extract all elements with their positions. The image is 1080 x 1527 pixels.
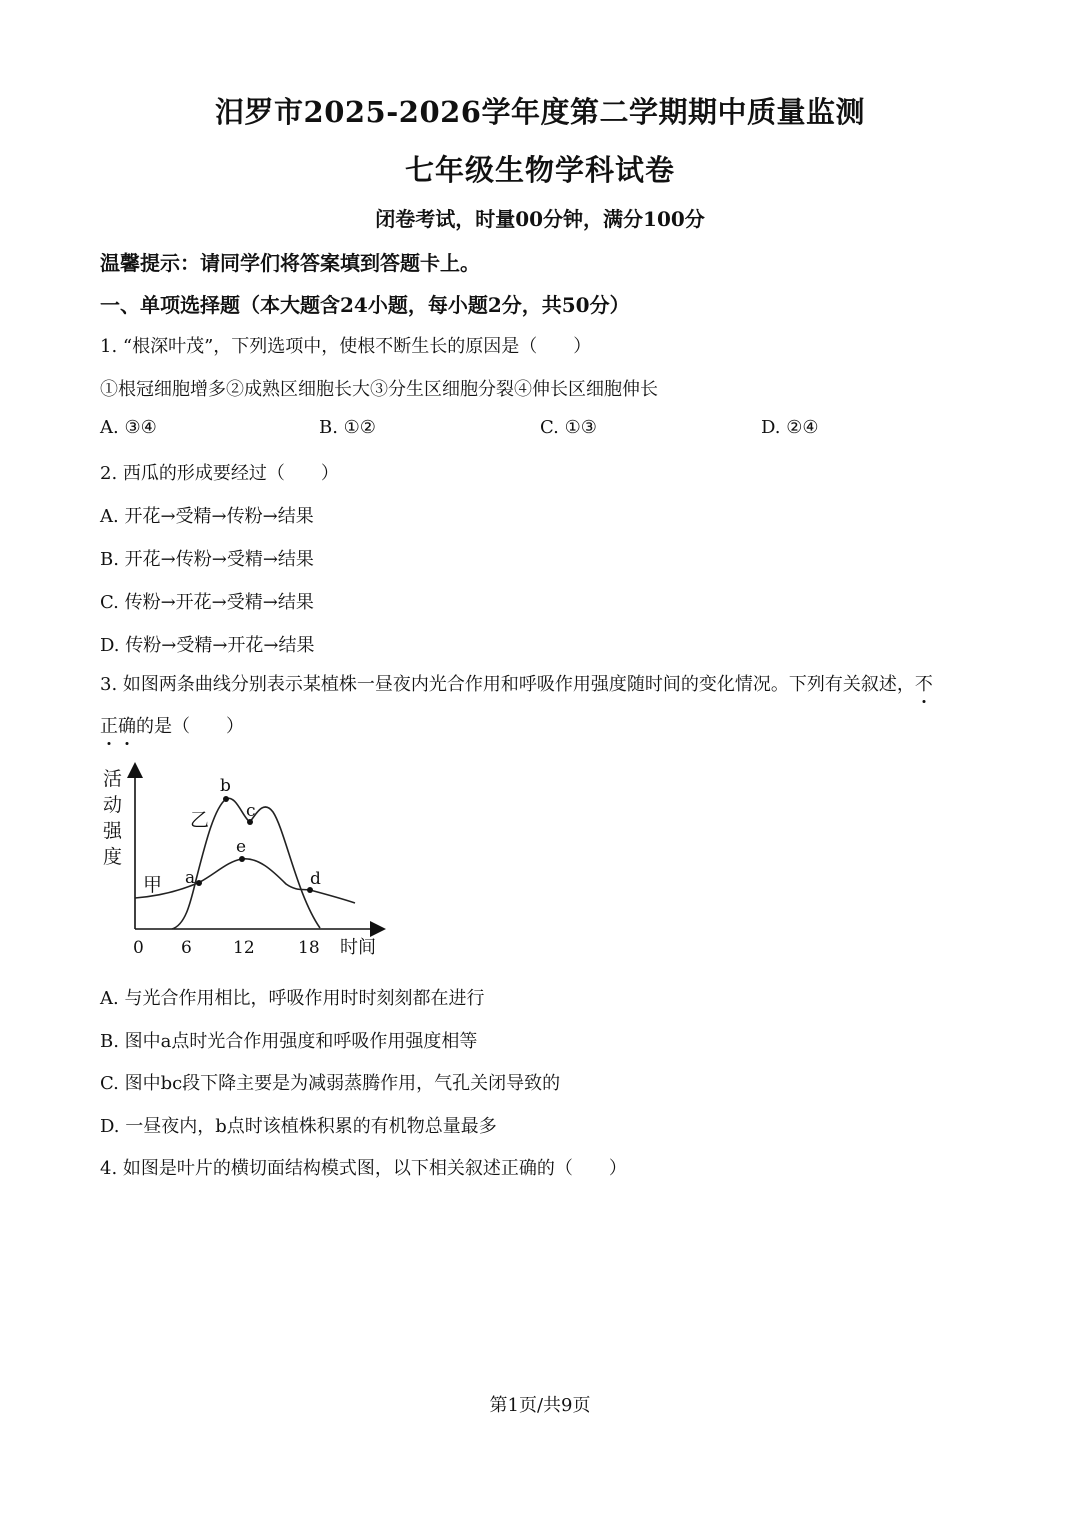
y-axis-label-2: 动 — [103, 794, 123, 816]
q3-stem-rest: 的是（ ） — [136, 716, 244, 737]
x-tick-12: 12 — [233, 938, 255, 958]
series-jia-curve — [135, 859, 355, 903]
q3-option-d: D. 一昼夜内，b点时该植株积累的有机物总量最多 — [100, 1116, 497, 1137]
y-axis-label-3: 强 — [103, 820, 123, 842]
y-axis-label-1: 活 — [103, 768, 123, 790]
q3-option-c: C. 图中bc段下降主要是为减弱蒸腾作用，气孔关闭导致的 — [100, 1073, 561, 1094]
q1-option-b: B. ①② — [319, 417, 376, 438]
y-axis-label-4: 度 — [103, 846, 123, 868]
series-label-yi: 乙 — [190, 809, 210, 831]
q3-option-b: B. 图中a点时光合作用强度和呼吸作用强度相等 — [100, 1031, 478, 1052]
x-axis-label: 时间 — [340, 937, 376, 958]
section-title: 一、单项选择题（本大题含24小题，每小题2分，共50分） — [100, 293, 630, 317]
q3-stem-emphasis: 不 — [914, 674, 933, 695]
photosynthesis-respiration-chart — [95, 760, 395, 965]
q3-stem-line2 — [100, 712, 244, 738]
notice: 温馨提示：请同学们将答案填到答题卡上。 — [100, 251, 480, 275]
point-b — [223, 796, 229, 802]
q2-option-c: C. 传粉→开花→受精→结果 — [100, 592, 314, 613]
x-tick-0: 0 — [133, 938, 144, 958]
q1-option-d: D. ②④ — [761, 417, 819, 438]
q3-option-a: A. 与光合作用相比，呼吸作用时时刻刻都在进行 — [100, 988, 485, 1009]
point-label-c: c — [246, 801, 256, 821]
q4-stem: 4. 如图是叶片的横切面结构模式图，以下相关叙述正确的（ ） — [100, 1158, 627, 1179]
q2-option-a: A. 开花→受精→传粉→结果 — [100, 506, 314, 527]
q3-stem-main: 3. 如图两条曲线分别表示某植株一昼夜内光合作用和呼吸作用强度随时间的变化情况。下列有关叙述， — [100, 674, 915, 695]
q1-statements: ①根冠细胞增多②成熟区细胞长大③分生区细胞分裂④伸长区细胞伸长 — [100, 379, 658, 400]
q2-stem: 2. 西瓜的形成要经过（ ） — [100, 463, 339, 484]
x-tick-6: 6 — [181, 938, 192, 958]
q1-option-c: C. ①③ — [540, 417, 597, 438]
q3-stem-emphasis-3: 确 — [118, 716, 136, 737]
q1-stem: 1. “根深叶茂”，下列选项中，使根不断生长的原因是（ ） — [100, 336, 592, 357]
series-label-jia: 甲 — [143, 874, 163, 896]
exam-info: 闭卷考试，时量00分钟，满分100分 — [375, 207, 705, 231]
x-tick-18: 18 — [298, 938, 320, 958]
q1-option-a: A. ③④ — [100, 417, 157, 438]
point-label-a: a — [185, 868, 196, 888]
point-label-d: d — [310, 869, 321, 889]
q2-option-d: D. 传粉→受精→开花→结果 — [100, 635, 315, 656]
q2-option-b: B. 开花→传粉→受精→结果 — [100, 549, 314, 570]
exam-title: 汨罗市2025-2026学年度第二学期期中质量监测 — [215, 95, 865, 129]
page-number: 第1页/共9页 — [489, 1395, 591, 1416]
exam-subtitle: 七年级生物学科试卷 — [404, 153, 675, 187]
point-label-e: e — [236, 837, 247, 857]
point-a — [196, 880, 202, 886]
q3-stem-emphasis-2: 正 — [100, 716, 118, 737]
q3-stem-line1 — [100, 670, 933, 696]
point-label-b: b — [220, 776, 231, 796]
